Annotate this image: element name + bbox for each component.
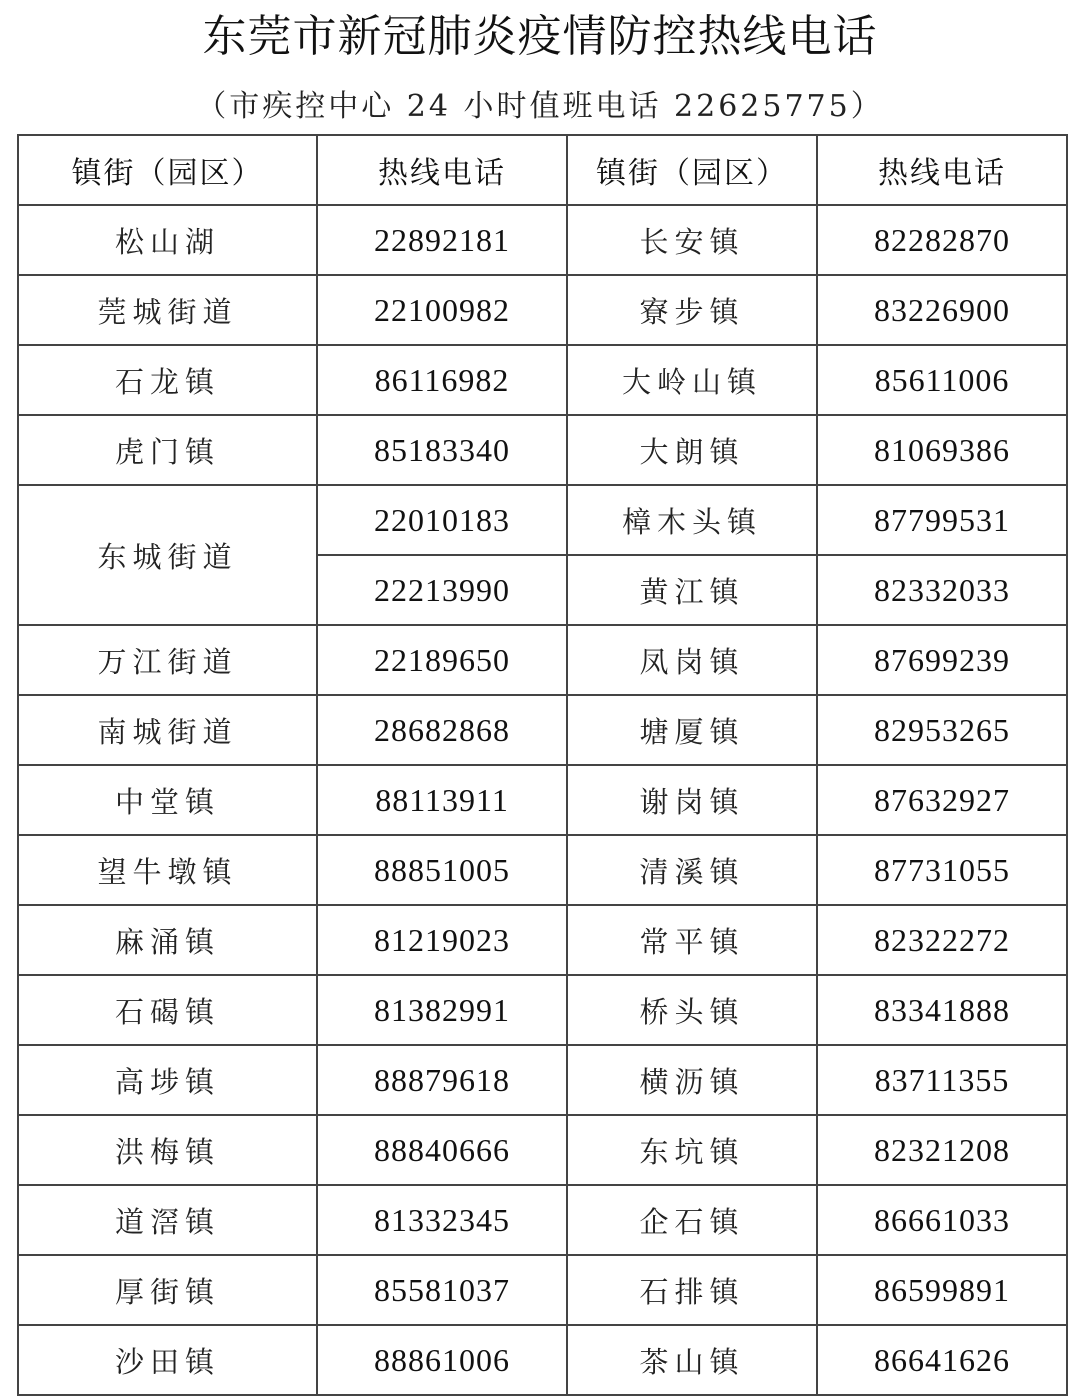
table-row: [18, 695, 1067, 765]
town-cell: 樟木头镇: [567, 485, 817, 555]
phone-cell: 88851005: [317, 835, 567, 905]
town-cell: 石龙镇: [18, 345, 317, 415]
phone-cell: 87799531: [817, 485, 1067, 555]
phone-cell: 88861006: [317, 1325, 567, 1395]
phone-cell: 87699239: [817, 625, 1067, 695]
phone-cell: 81382991: [317, 975, 567, 1045]
town-cell: 桥头镇: [567, 975, 817, 1045]
town-cell: 沙田镇: [18, 1325, 317, 1395]
phone-cell: 86661033: [817, 1185, 1067, 1255]
header-phone-left: 热线电话: [317, 135, 567, 205]
town-cell: 寮步镇: [567, 275, 817, 345]
town-cell: 南城街道: [18, 695, 317, 765]
town-cell: 茶山镇: [567, 1325, 817, 1395]
phone-cell: 28682868: [317, 695, 567, 765]
phone-cell: 86116982: [317, 345, 567, 415]
phone-cell: 83226900: [817, 275, 1067, 345]
phone-cell: 82332033: [817, 555, 1067, 625]
town-cell: 望牛墩镇: [18, 835, 317, 905]
table-row: [18, 625, 1067, 695]
town-cell: 东坑镇: [567, 1115, 817, 1185]
town-cell: 清溪镇: [567, 835, 817, 905]
phone-cell: 82953265: [817, 695, 1067, 765]
phone-cell: 22100982: [317, 275, 567, 345]
phone-cell: 22213990: [317, 555, 567, 625]
table-header-row: [18, 135, 1067, 205]
page-title: 东莞市新冠肺炎疫情防控热线电话: [202, 11, 878, 62]
town-cell: 虎门镇: [18, 415, 317, 485]
phone-cell: 87731055: [817, 835, 1067, 905]
table-row: [18, 1325, 1067, 1395]
table-row: [18, 345, 1067, 415]
town-cell: 凤岗镇: [567, 625, 817, 695]
town-cell: 横沥镇: [567, 1045, 817, 1115]
header-town-right: 镇街（园区）: [567, 135, 817, 205]
phone-cell: 83341888: [817, 975, 1067, 1045]
town-cell: 大岭山镇: [567, 345, 817, 415]
table-row: [18, 765, 1067, 835]
town-cell: 中堂镇: [18, 765, 317, 835]
page-subtitle: （市疾控中心 24 小时值班电话 22625775）: [196, 89, 884, 124]
table-row: [18, 275, 1067, 345]
town-cell: 大朗镇: [567, 415, 817, 485]
town-cell: 黄江镇: [567, 555, 817, 625]
header-town-left: 镇街（园区）: [18, 135, 317, 205]
table-row: [18, 905, 1067, 975]
phone-cell: 86641626: [817, 1325, 1067, 1395]
town-cell: 道滘镇: [18, 1185, 317, 1255]
table-row: [18, 415, 1067, 485]
town-cell-merged: 东城街道: [18, 485, 317, 625]
phone-cell: 82321208: [817, 1115, 1067, 1185]
town-cell: 厚街镇: [18, 1255, 317, 1325]
town-cell: 石碣镇: [18, 975, 317, 1045]
phone-cell: 88879618: [317, 1045, 567, 1115]
table-row: [18, 975, 1067, 1045]
town-cell: 莞城街道: [18, 275, 317, 345]
town-cell: 塘厦镇: [567, 695, 817, 765]
phone-cell: 85581037: [317, 1255, 567, 1325]
table-row: [18, 485, 1067, 555]
phone-cell: 83711355: [817, 1045, 1067, 1115]
town-cell: 石排镇: [567, 1255, 817, 1325]
table-row: [18, 1045, 1067, 1115]
phone-cell: 86599891: [817, 1255, 1067, 1325]
phone-cell: 81219023: [317, 905, 567, 975]
table-row: [18, 835, 1067, 905]
hotline-table: [17, 134, 1068, 1396]
phone-cell: 81069386: [817, 415, 1067, 485]
phone-cell: 22189650: [317, 625, 567, 695]
phone-cell: 88840666: [317, 1115, 567, 1185]
table-row: [18, 1185, 1067, 1255]
phone-cell: 22892181: [317, 205, 567, 275]
phone-cell: 22010183: [317, 485, 567, 555]
town-cell: 长安镇: [567, 205, 817, 275]
phone-cell: 82322272: [817, 905, 1067, 975]
phone-cell: 81332345: [317, 1185, 567, 1255]
town-cell: 谢岗镇: [567, 765, 817, 835]
phone-cell: 88113911: [317, 765, 567, 835]
header-phone-right: 热线电话: [817, 135, 1067, 205]
phone-cell: 87632927: [817, 765, 1067, 835]
town-cell: 万江街道: [18, 625, 317, 695]
table-row: [18, 1255, 1067, 1325]
table-row: [18, 1115, 1067, 1185]
table-row: [18, 205, 1067, 275]
town-cell: 洪梅镇: [18, 1115, 317, 1185]
town-cell: 常平镇: [567, 905, 817, 975]
phone-cell: 85183340: [317, 415, 567, 485]
town-cell: 高埗镇: [18, 1045, 317, 1115]
phone-cell: 85611006: [817, 345, 1067, 415]
town-cell: 松山湖: [18, 205, 317, 275]
town-cell: 麻涌镇: [18, 905, 317, 975]
phone-cell: 82282870: [817, 205, 1067, 275]
town-cell: 企石镇: [567, 1185, 817, 1255]
